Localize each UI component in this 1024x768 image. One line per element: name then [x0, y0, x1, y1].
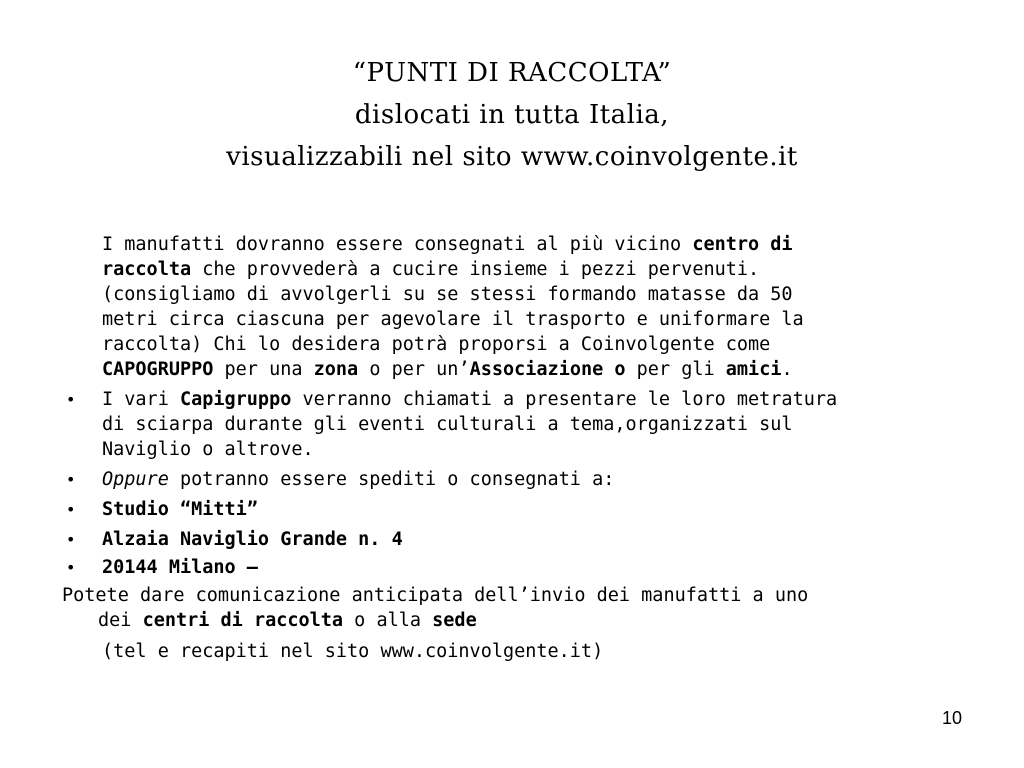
bullet-line: 20144 Milano –: [102, 557, 258, 578]
bullet-dot: •: [66, 530, 76, 549]
bullet-dot: •: [66, 500, 76, 519]
bullet-studio: [62, 497, 962, 522]
title-line-3: visualizzabili nel sito www.coinvolgente.it: [226, 142, 798, 172]
title-line-2: dislocati in tutta Italia,: [354, 100, 670, 130]
closing-bold-centri: centri di raccolta: [142, 610, 344, 631]
slide-title: [60, 52, 964, 178]
slide-body: [62, 232, 962, 664]
bullet-line: [102, 467, 962, 492]
bullet-dot: •: [66, 390, 76, 409]
intro-paragraph: [102, 232, 962, 382]
intro-bold-capogruppo: CAPOGRUPPO: [102, 359, 214, 380]
page-number: 10: [941, 708, 962, 728]
bullet-dot: •: [66, 470, 76, 489]
intro-bold-zona: zona: [313, 359, 359, 380]
closing-text: o alla: [343, 610, 433, 631]
intro-text: .: [781, 359, 793, 380]
intro-line-2: [102, 257, 962, 282]
closing-paragraph: [62, 583, 962, 633]
intro-line-4: metri circa ciascuna per agevolare il trasporto e uniformare la: [102, 309, 804, 330]
bullet-city: [62, 555, 962, 580]
intro-text: che provvederà a cucire insieme i pezzi pervenuti.: [191, 259, 760, 280]
bullet-dot: •: [66, 558, 76, 577]
bullet-line: [102, 387, 962, 412]
bullet-capigruppo: [62, 387, 962, 462]
contact-line: (tel e recapiti nel sito www.coinvolgente.it): [102, 641, 604, 662]
intro-text: I manufatti dovranno essere consegnati al più vicino: [102, 234, 693, 255]
bullet-line: Studio “Mitti”: [102, 499, 258, 520]
intro-bold-amici: amici: [725, 359, 782, 380]
bullet-bold-capigruppo: Capigruppo: [179, 389, 292, 410]
intro-bold-raccolta: raccolta: [102, 259, 192, 280]
intro-text: o per un’: [358, 359, 470, 380]
intro-line-5: raccolta) Chi lo desidera potrà proporsi a Coinvolgente come: [102, 334, 771, 355]
bullet-line: Alzaia Naviglio Grande n. 4: [102, 529, 403, 550]
bullet-address: [62, 527, 962, 552]
bullet-text: potranno essere spediti o consegnati a:: [168, 469, 615, 490]
intro-line-6: [102, 357, 962, 382]
bullet-italic-oppure: Oppure: [102, 469, 169, 490]
bullet-line: Naviglio o altrove.: [102, 439, 314, 460]
intro-line-1: [102, 232, 962, 257]
intro-text: per gli: [625, 359, 726, 380]
intro-text: per una: [213, 359, 314, 380]
closing-text: dei: [98, 610, 143, 631]
intro-line-3: (consigliamo di avvolgerli su se stessi formando matasse da 50: [102, 284, 793, 305]
closing-bold-sede: sede: [432, 610, 477, 631]
closing-line-1: Potete dare comunicazione anticipata dell’invio dei manufatti a uno: [62, 585, 809, 606]
bullet-line: di sciarpa durante gli eventi culturali a tema,organizzati sul: [102, 414, 793, 435]
bullet-text: verranno chiamati a presentare le loro metratura: [291, 389, 838, 410]
bullet-text: I vari: [102, 389, 180, 410]
bullet-oppure: [62, 467, 962, 492]
title-line-1: “PUNTI DI RACCOLTA”: [352, 58, 672, 88]
intro-bold-associazione: Associazione o: [469, 359, 626, 380]
intro-bold-centro: centro di: [692, 234, 793, 255]
closing-line-2: [62, 608, 962, 633]
